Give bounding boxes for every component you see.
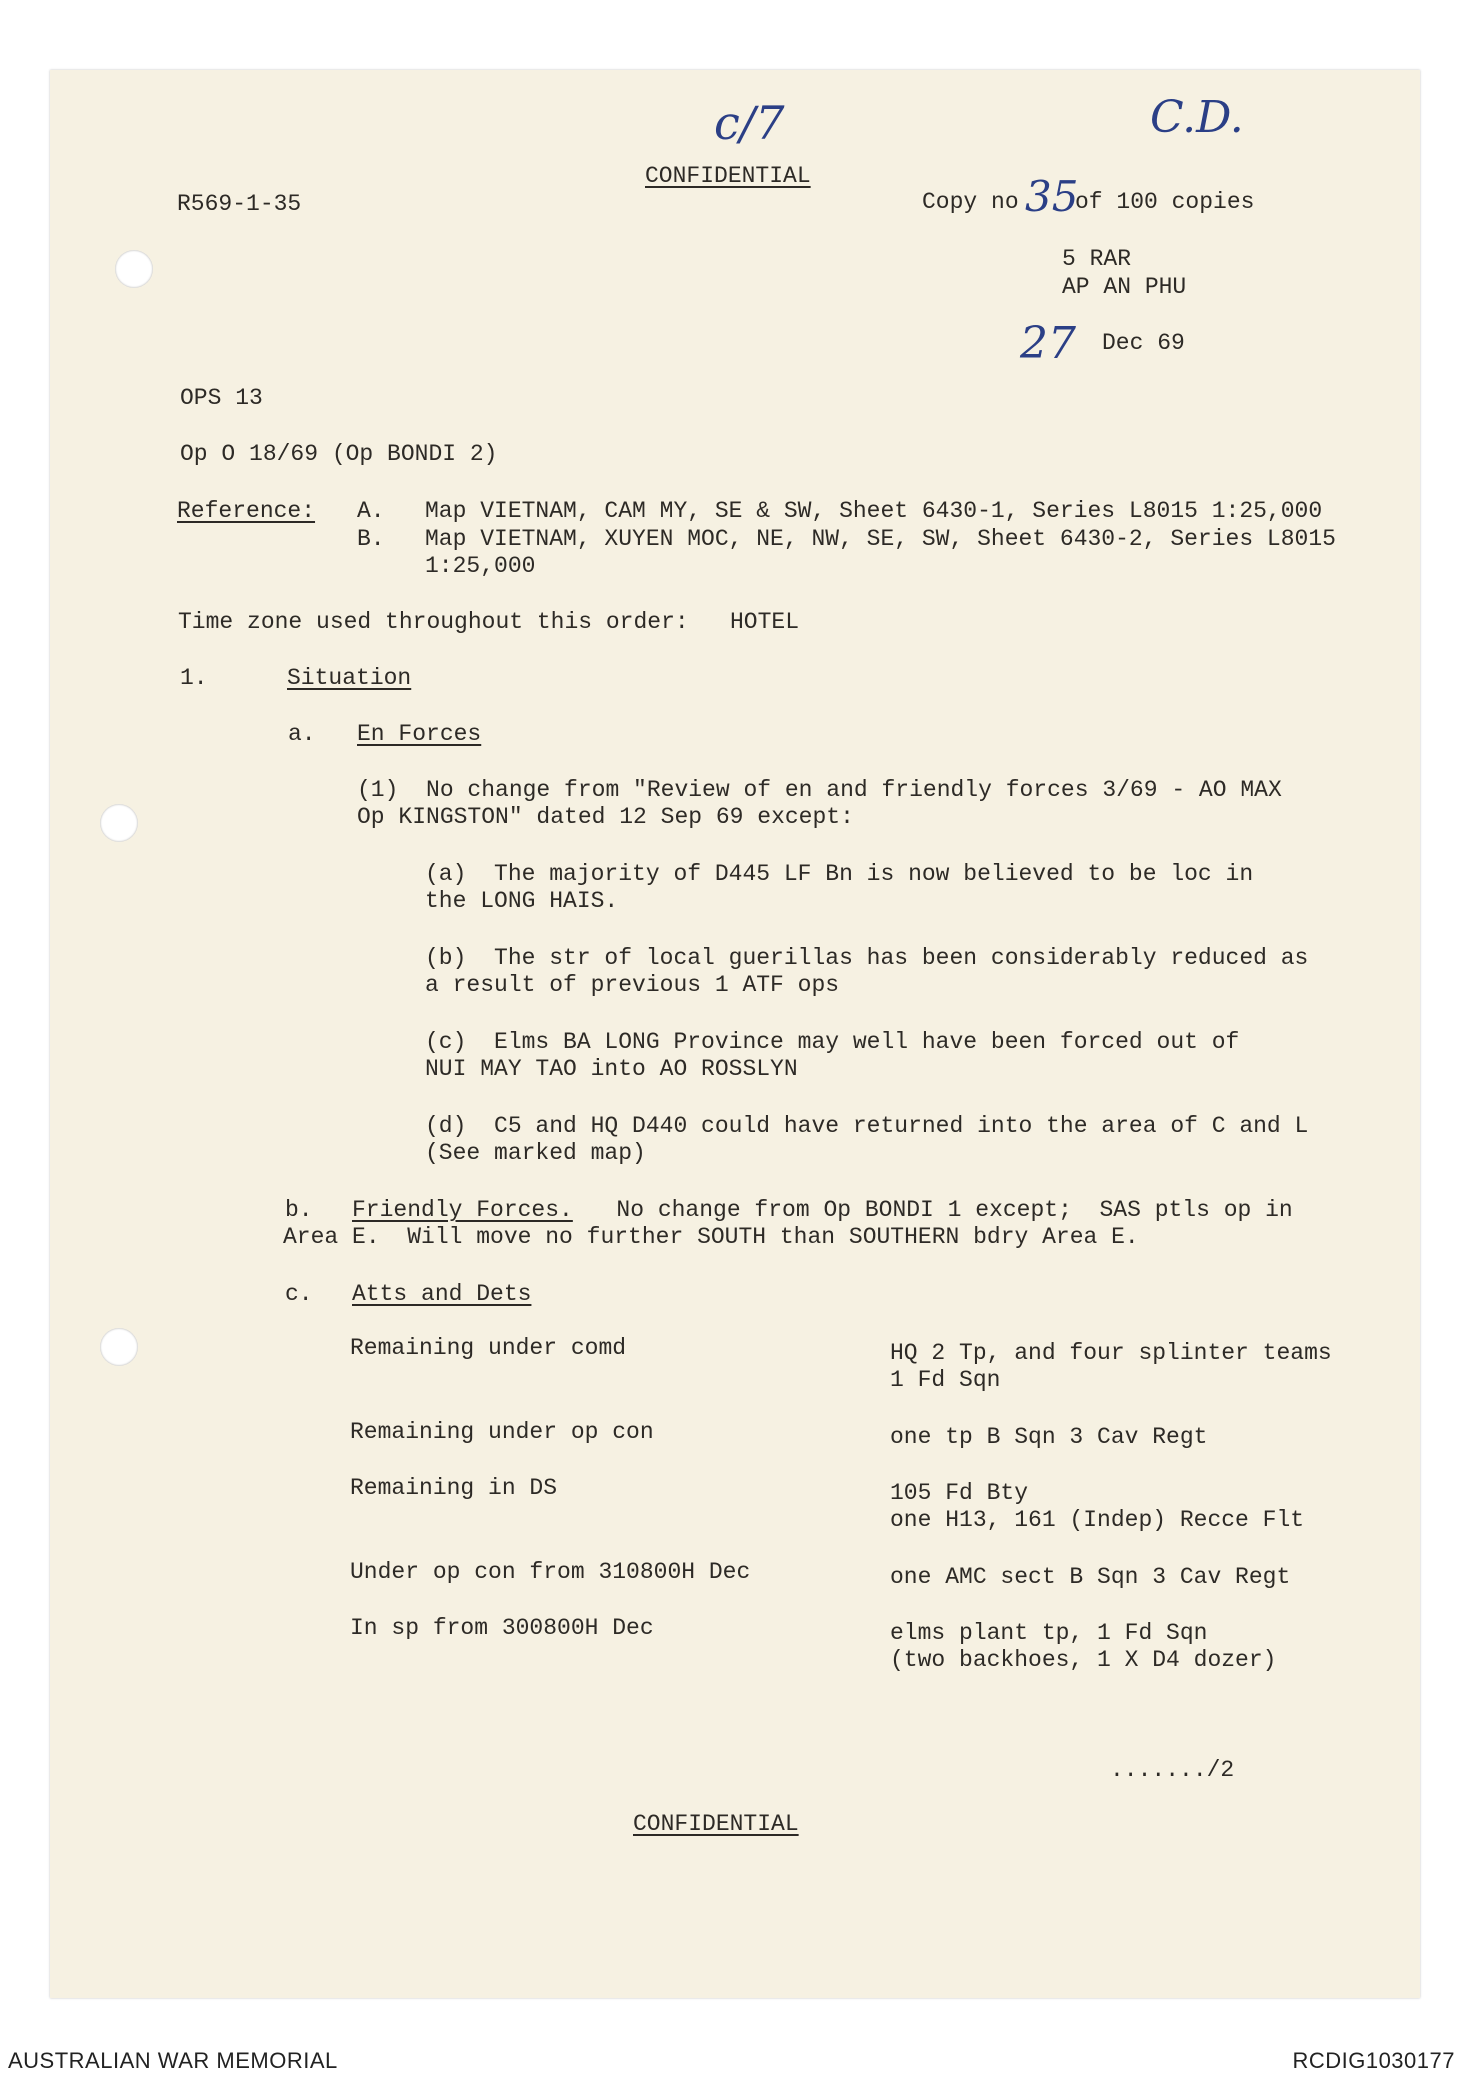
reference-b-line1: Map VIETNAM, XUYEN MOC, NE, NW, SE, SW, Sheet 6430-2, Series L8015 [425, 526, 1336, 552]
date: Dec 69 [1102, 330, 1185, 356]
unit: 5 RAR [1062, 246, 1132, 272]
table-row-value: 1 Fd Sqn [890, 1367, 1001, 1393]
table-row-value: one H13, 161 (Indep) Recce Flt [890, 1507, 1305, 1533]
reference-label: Reference: [177, 498, 316, 524]
table-row-value: one AMC sect B Sqn 3 Cav Regt [890, 1564, 1291, 1590]
list-item: (See marked map) [425, 1140, 646, 1166]
ops-number: OPS 13 [180, 385, 263, 411]
list-item: (d) C5 and HQ D440 could have returned into the area of C and L [425, 1113, 1309, 1139]
classification-footer: CONFIDENTIAL [633, 1811, 799, 1837]
table-row-value: (two backhoes, 1 X D4 dozer) [890, 1647, 1277, 1673]
paragraph-line: No change from Op BONDI 1 except; SAS ptls op in [575, 1197, 1293, 1223]
list-item: (c) Elms BA LONG Province may well have been forced out of [425, 1029, 1240, 1055]
subsection-letter-b: b. [285, 1197, 313, 1223]
reference-a-letter: A. [357, 498, 385, 524]
subsection-heading-en-forces: En Forces [357, 721, 482, 747]
continuation-marker: ......./2 [1110, 1757, 1235, 1783]
reference-a-text: Map VIETNAM, CAM MY, SE & SW, Sheet 6430-1, Series L8015 1:25,000 [425, 498, 1323, 524]
file-reference: R569-1-35 [177, 191, 302, 217]
table-row-value: elms plant tp, 1 Fd Sqn [890, 1620, 1208, 1646]
archive-label-left: AUSTRALIAN WAR MEMORIAL [8, 2048, 338, 2073]
time-zone-label: Time zone used throughout this order: [178, 609, 689, 635]
copy-prefix: Copy no [922, 189, 1019, 215]
table-row-label: In sp from 300800H Dec [350, 1615, 654, 1641]
time-zone-value: HOTEL [730, 609, 800, 635]
punch-hole [115, 250, 153, 288]
list-item: NUI MAY TAO into AO ROSSLYN [425, 1056, 798, 1082]
list-item: the LONG HAIS. [425, 888, 619, 914]
punch-hole [100, 804, 138, 842]
table-row-value: 105 Fd Bty [890, 1480, 1029, 1506]
reference-b-line2: 1:25,000 [425, 553, 536, 579]
handwritten-copy-number: 35 [1025, 172, 1079, 221]
subsection-letter-a: a. [288, 721, 316, 747]
handwritten-file-mark: c/7 [714, 96, 785, 150]
table-row-label: Remaining in DS [350, 1475, 558, 1501]
paragraph-line: Area E. Will move no further SOUTH than SOUTHERN bdry Area E. [283, 1224, 1139, 1250]
table-row-value: one tp B Sqn 3 Cav Regt [890, 1424, 1208, 1450]
table-row-label: Remaining under op con [350, 1419, 654, 1445]
archive-id-right: RCDIG1030177 [1292, 2048, 1455, 2073]
subsection-letter-c: c. [285, 1281, 313, 1307]
handwritten-day: 27 [1020, 318, 1076, 369]
location: AP AN PHU [1062, 274, 1187, 300]
copy-suffix: of 100 copies [1075, 189, 1255, 215]
list-item: (b) The str of local guerillas has been considerably reduced as [425, 945, 1309, 971]
classification-header: CONFIDENTIAL [645, 163, 811, 189]
handwritten-initials: C.D. [1150, 92, 1244, 143]
section-heading-situation: Situation [287, 665, 412, 691]
table-row-value: HQ 2 Tp, and four splinter teams [890, 1340, 1332, 1366]
operation-name: Op O 18/69 (Op BONDI 2) [180, 441, 498, 467]
table-row-label: Under op con from 310800H Dec [350, 1559, 751, 1585]
paragraph-line: Op KINGSTON" dated 12 Sep 69 except: [357, 804, 854, 830]
table-row-label: Remaining under comd [350, 1335, 627, 1361]
reference-b-letter: B. [357, 526, 385, 552]
paragraph-line: (1) No change from "Review of en and friendly forces 3/69 - AO MAX [357, 777, 1282, 803]
list-item: (a) The majority of D445 LF Bn is now believed to be loc in [425, 861, 1254, 887]
subsection-heading-friendly-forces: Friendly Forces. [352, 1197, 573, 1223]
punch-hole [100, 1328, 138, 1366]
list-item: a result of previous 1 ATF ops [425, 972, 840, 998]
section-number: 1. [180, 665, 208, 691]
subsection-heading-atts-dets: Atts and Dets [352, 1281, 532, 1307]
